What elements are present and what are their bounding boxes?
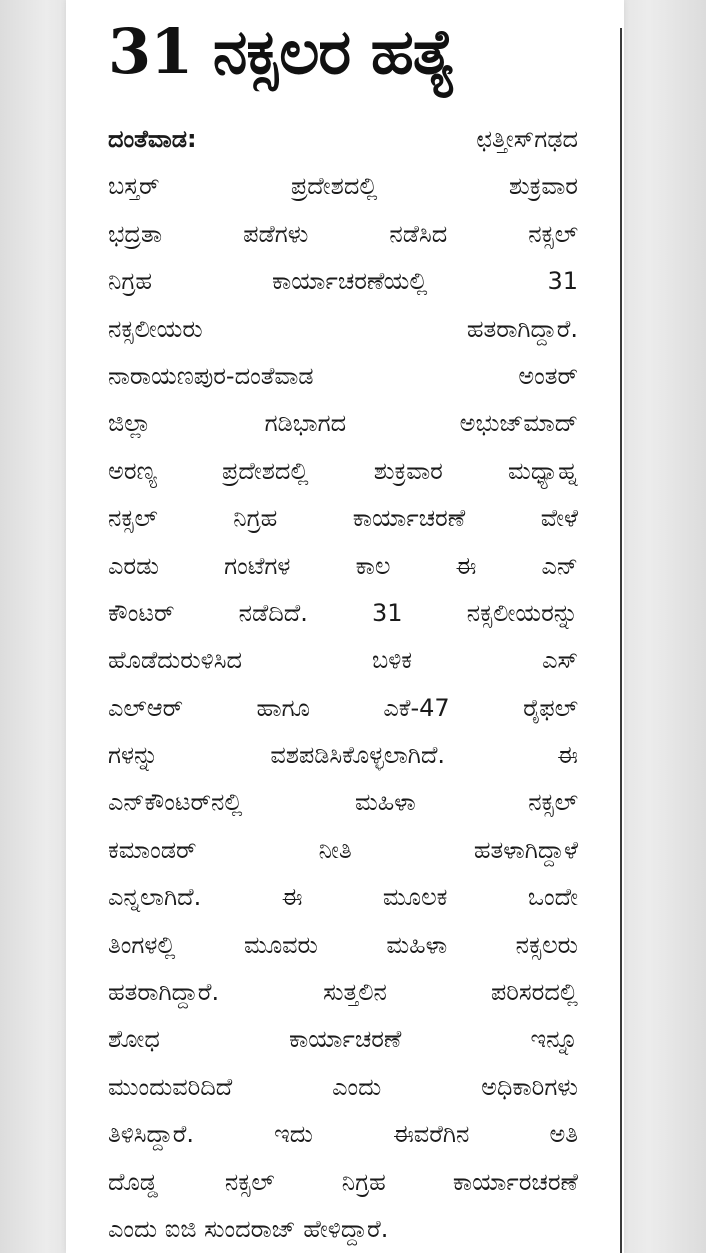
column-rule xyxy=(620,28,622,1253)
article-line: ಎನ್‌ಕೌಂಟರ್‌ನಲ್ಲಿ ಮಹಿಳಾ ನಕ್ಸಲ್ xyxy=(108,788,578,817)
article-line: ಬಸ್ತರ್ ಪ್ರದೇಶದಲ್ಲಿ ಶುಕ್ರವಾರ xyxy=(108,172,578,201)
article-line: ಜಿಲ್ಲಾ ಗಡಿಭಾಗದ ಅಭುಜ್‌ಮಾದ್ xyxy=(108,409,578,438)
article-line: ಹತರಾಗಿದ್ದಾರೆ. ಸುತ್ತಲಿನ ಪರಿಸರದಲ್ಲಿ xyxy=(108,978,578,1007)
article-line xyxy=(108,116,578,163)
article-line: ದೊಡ್ಡ ನಕ್ಸಲ್ ನಿಗ್ರಹ ಕಾರ್ಯಾರಚರಣೆ xyxy=(108,1167,578,1196)
article-line: ಕಮಾಂಡರ್ ನೀತಿ ಹತಳಾಗಿದ್ದಾಳೆ xyxy=(108,835,578,864)
article-line: ಹೊಡೆದುರುಳಿಸಿದ ಬಳಿಕ ಎಸ್ xyxy=(108,646,578,675)
article-line: ಮುಂದುವರಿದಿದೆ ಎಂದು ಅಧಿಕಾರಿಗಳು xyxy=(108,1072,578,1101)
article-line-text: ಛತ್ತೀಸ್‌ಗಢದ xyxy=(476,125,578,153)
article-line: ನಿಗ್ರಹ ಕಾರ್ಯಾಚರಣೆಯಲ್ಲಿ 31 xyxy=(108,267,578,296)
article-line: ನಕ್ಸಲ್ ನಿಗ್ರಹ ಕಾರ್ಯಾಚರಣೆ ವೇಳೆ xyxy=(108,504,578,533)
article-line: ತಿಂಗಳಲ್ಲಿ ಮೂವರು ಮಹಿಳಾ ನಕ್ಸಲರು xyxy=(108,930,578,959)
article-line: ನಕ್ಸಲೀಯರು ಹತರಾಗಿದ್ದಾರೆ. xyxy=(108,314,578,343)
left-background-margin xyxy=(0,0,66,1253)
article-line: ಗಳನ್ನು ವಶಪಡಿಸಿಕೊಳ್ಳಲಾಗಿದೆ. ಈ xyxy=(108,741,578,770)
right-background-margin xyxy=(624,0,706,1253)
article-line: ಭದ್ರತಾ ಪಡೆಗಳು ನಡೆಸಿದ ನಕ್ಸಲ್ xyxy=(108,219,578,248)
article-line: ಶೋಧ ಕಾರ್ಯಾಚರಣೆ ಇನ್ನೂ xyxy=(108,1025,578,1054)
article-line: ತಿಳಿಸಿದ್ದಾರೆ. ಇದು ಈವರೆಗಿನ ಅತಿ xyxy=(108,1120,578,1149)
article-line: ಎಲ್‌ಆರ್ ಹಾಗೂ ಎಕೆ-47 ರೈಫಲ್ xyxy=(108,693,578,722)
headline: 31 ನಕ್ಸಲರ ಹತ್ಯೆ xyxy=(108,15,456,88)
article-line: ಅರಣ್ಯ ಪ್ರದೇಶದಲ್ಲಿ ಶುಕ್ರವಾರ ಮಧ್ಯಾಹ್ನ xyxy=(108,456,578,485)
article-body xyxy=(108,116,578,1253)
article-line: ಕೌಂಟರ್ ನಡೆದಿದೆ. 31 ನಕ್ಸಲೀಯರನ್ನು xyxy=(108,598,578,627)
article-line: ಎಂದು ಐಜಿ ಸುಂದರಾಜ್ ಹೇಳಿದ್ದಾರೆ. xyxy=(108,1214,389,1243)
article-line: ಎನ್ನಲಾಗಿದೆ. ಈ ಮೂಲಕ ಒಂದೇ xyxy=(108,883,578,912)
article-line: ನಾರಾಯಣಪುರ-ದಂತೆವಾಡ ಅಂತರ್ xyxy=(108,361,578,390)
dateline: ದಂತೆವಾಡ: xyxy=(108,125,197,153)
article-line: ಎರಡು ಗಂಟೆಗಳ ಕಾಲ ಈ ಎನ್ xyxy=(108,551,578,580)
